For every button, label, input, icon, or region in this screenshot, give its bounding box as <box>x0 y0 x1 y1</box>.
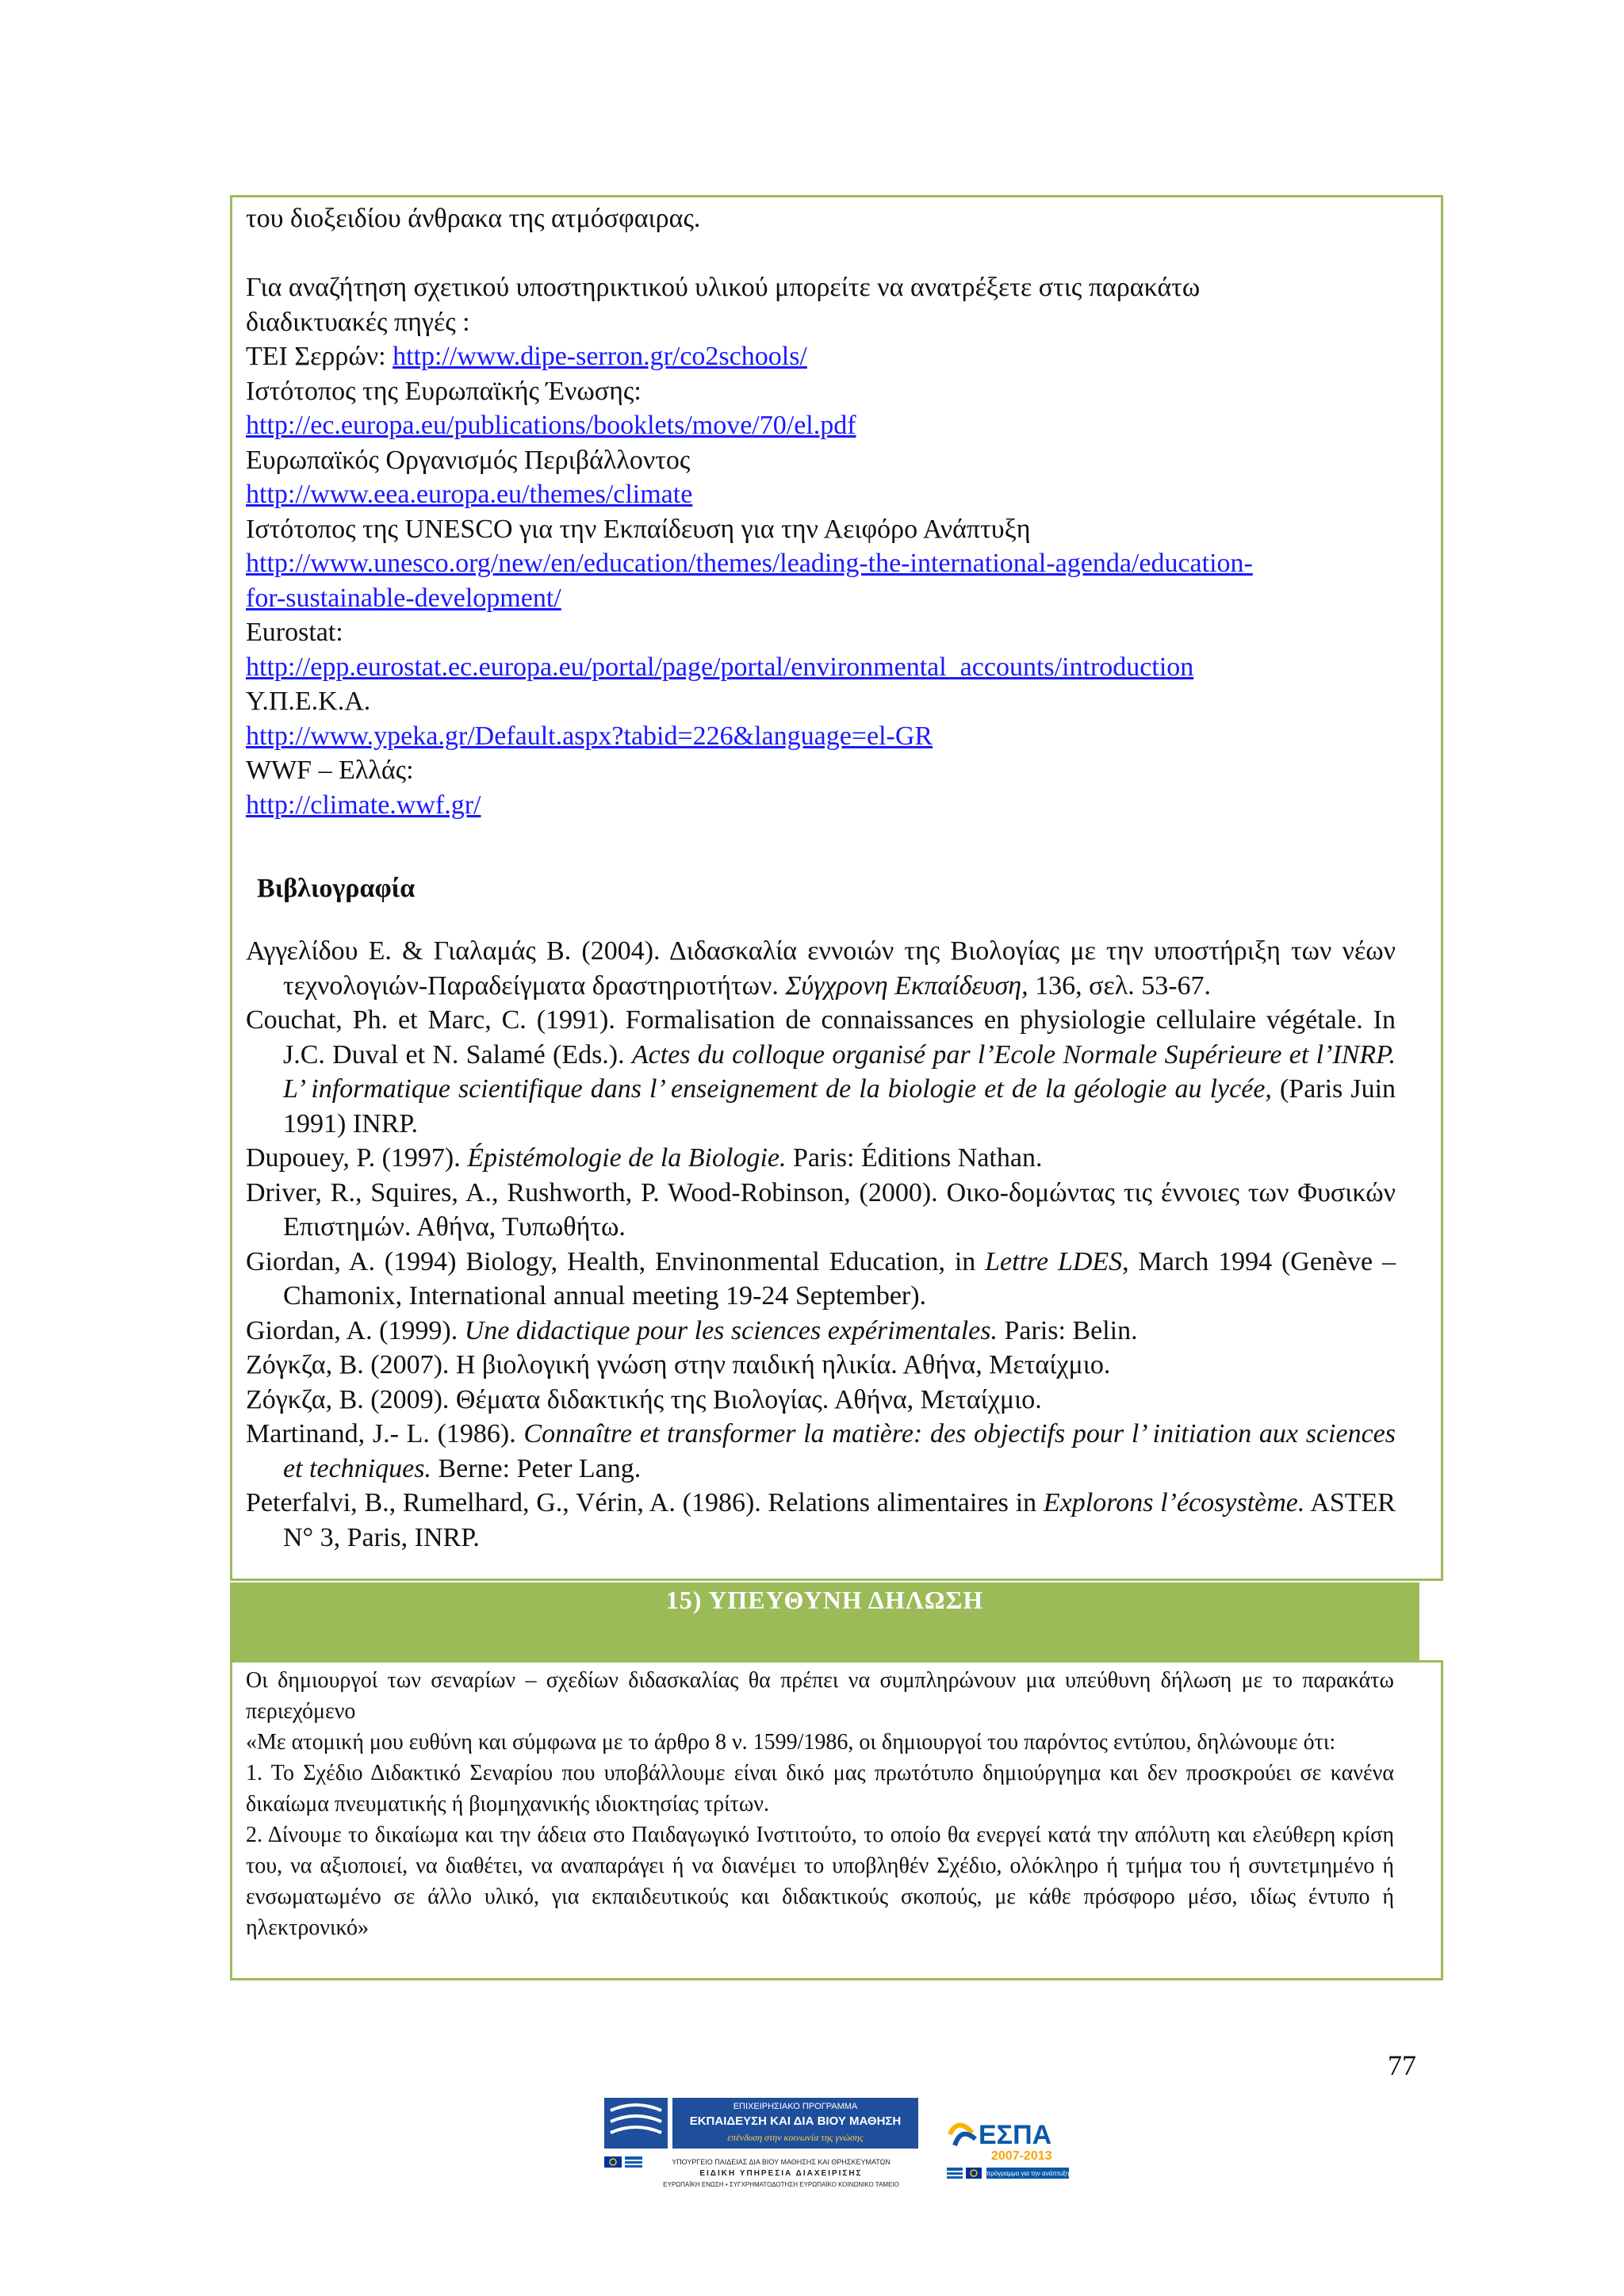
declaration-paragraph-1: Οι δημιουργοί των σεναρίων – σχεδίων διδασκαλίας θα πρέπει να συμπληρώνουν μια υπεύθυνη δήλωση με το παρακάτω περιεχόμενο <box>246 1668 1394 1724</box>
bibliography-entry: Dupouey, P. (1997). Épistémologie de la Biologie. Paris: Éditions Nathan. <box>246 1143 1043 1173</box>
bibliography-entry: Ζόγκζα, Β. (2009). Θέματα διδακτικής της Βιολογίας. Αθήνα, Μεταίχμιο. <box>246 1384 1042 1414</box>
svg-text:ΕΥΡΩΠΑΪΚΗ ΕΝΩΣΗ • ΣΥΓΧΡΗΜΑΤΟΔΟ: ΕΥΡΩΠΑΪΚΗ ΕΝΩΣΗ • ΣΥΓΧΡΗΜΑΤΟΔΟΤΗΣΗ ΕΥΡΩΠΑΪΚΟ ΚΟΙΝΩΝΙΚΟ ΤΑΜΕΙΟ <box>663 2181 899 2188</box>
eea-label: Ευρωπαϊκός Οργανισμός Περιβάλλοντος <box>246 445 691 475</box>
bibliography-entry: Αγγελίδου Ε. & Γιαλαμάς Β. (2004). Διδασκαλία εννοιών της Βιολογίας με την υποστήριξη των νέων τεχνολογιών-Παραδείγματα δραστηριοτήτων. Σύγχρονη Εκπαίδευση, 136, σελ. 53-67. <box>246 936 1396 1001</box>
eu-link[interactable]: http://ec.europa.eu/publications/booklets/move/70/el.pdf <box>246 411 856 440</box>
page-number: 77 <box>1388 2049 1416 2081</box>
intro-line: του διοξειδίου άνθρακα της ατμόσφαιρας. <box>246 204 701 233</box>
bibliography-entry: Giordan, A. (1994) Biology, Health, Envinonmental Education, in Lettre LDES, March 1994 (Genève – Chamonix, International annual meeting 19-24 September). <box>246 1246 1396 1311</box>
eurostat-link[interactable]: http://epp.eurostat.ec.europa.eu/portal/page/portal/environmental_accounts/introduction <box>246 652 1194 682</box>
declaration-paragraph-3: 1. Το Σχέδιο Διδακτικό Σεναρίου που υποβάλλουμε είναι δικό μας πρωτότυπο δημιούργημα και δεν προσκρούει σε κανένα δικαίωμα πνευματικής ή βιομηχανικής ιδιοκτησίας τρίτων. <box>246 1761 1394 1816</box>
bibliography-entry: Giordan, A. (1999). Une didactique pour les sciences expérimentales. Paris: Belin. <box>246 1315 1138 1345</box>
svg-text:ΥΠΟΥΡΓΕΙΟ ΠΑΙΔΕΙΑΣ ΔΙΑ ΒΙΟΥ ΜΑ: ΥΠΟΥΡΓΕΙΟ ΠΑΙΔΕΙΑΣ ΔΙΑ ΒΙΟΥ ΜΑΘΗΣΗΣ ΚΑΙ ΘΡΗΣΚΕΥΜΑΤΩΝ <box>672 2158 891 2166</box>
bibliography-entry: Peterfalvi, B., Rumelhard, G., Vérin, A. (1986). Relations alimentaires in Explorons l’écosystème. ASTER N° 3, Paris, INRP. <box>246 1488 1396 1552</box>
bibliography-heading: Βιβλιογραφία <box>257 873 416 903</box>
wwf-label: WWF – Ελλάς: <box>246 756 414 785</box>
main-content <box>246 201 1396 1555</box>
unesco-label: Ιστότοπος της UNESCO για την Εκπαίδευση για την Αειφόρο Ανάπτυξη <box>246 514 1031 544</box>
ypeka-label: Υ.Π.Ε.Κ.Α. <box>246 687 371 716</box>
svg-text:πρόγραμμα για την ανάπτυξη: πρόγραμμα για την ανάπτυξη <box>986 2170 1070 2177</box>
bibliography-entry: Ζόγκζα, Β. (2007). Η βιολογική γνώση στην παιδική ηλικία. Αθήνα, Μεταίχμιο. <box>246 1350 1111 1380</box>
unesco-link-part-2[interactable]: for-sustainable-development/ <box>246 583 561 613</box>
education-programme-logo <box>603 2093 920 2196</box>
espa-logo <box>944 2110 1071 2190</box>
svg-text:ΕΣΠΑ: ΕΣΠΑ <box>979 2120 1052 2150</box>
svg-text:επένδυση στην κοινωνία της γνώ: επένδυση στην κοινωνία της γνώσης <box>727 2132 864 2143</box>
svg-text:ΕΙΔΙΚΗ ΥΠΗΡΕΣΙΑ ΔΙΑΧΕΙΡΙΣΗΣ: ΕΙΔΙΚΗ ΥΠΗΡΕΣΙΑ ΔΙΑΧΕΙΡΙΣΗΣ <box>699 2169 863 2178</box>
eea-link[interactable]: http://www.eea.europa.eu/themes/climate <box>246 480 693 509</box>
declaration-title: 15) ΥΠΕΥΘΥΝΗ ΔΗΛΩΣΗ <box>665 1586 984 1614</box>
declaration-paragraph-2: «Με ατομική μου ευθύνη και σύμφωνα με το άρθρο 8 ν. 1599/1986, οι δημιουργοί του παρόντος εντύπου, δηλώνουμε ότι: <box>246 1730 1336 1755</box>
tei-source <box>246 339 1396 374</box>
bibliography-entry: Driver, R., Squires, A., Rushworth, P. Wood-Robinson, (2000). Οικο-δομώντας τις έννοιες των Φυσικών Επιστημών. Αθήνα, Τυπωθήτω. <box>246 1177 1396 1242</box>
eu-label: Ιστότοπος της Ευρωπαϊκής Ένωσης: <box>246 376 642 406</box>
declaration-content <box>246 1665 1394 1943</box>
bibliography-entry: Martinand, J.- L. (1986). Connaître et transformer la matière: des objectifs pour l’ initiation aux sciences et techniques. Berne: Peter Lang. <box>246 1419 1396 1483</box>
declaration-paragraph-4: 2. Δίνουμε το δικαίωμα και την άδεια στο Παιδαγωγικό Ινστιτούτο, το οποίο θα ενεργεί κατά την απόλυτη και ελεύθερη κρίση του, να αξιοποιεί, να διαθέτει, να αναπαράγει ή να διανέμει το υποβληθέν Σχέδιο, ολόκληρο ή τμήμα του ή συντετμημένο ή ενσωματωμένο σε άλλο υλικό, για εκπαιδευτικούς και διδακτικούς σκοπούς, με κάθε πρόσφορο μέσο, ιδίως έντυπο ή ηλεκτρονικό» <box>246 1823 1394 1940</box>
sources-intro-1: Για αναζήτηση σχετικού υποστηρικτικού υλικού μπορείτε να ανατρέξετε στις παρακάτω <box>246 273 1201 302</box>
wwf-link[interactable]: http://climate.wwf.gr/ <box>246 790 481 820</box>
svg-text:ΕΚΠΑΙΔΕΥΣΗ ΚΑΙ ΔΙΑ ΒΙΟΥ ΜΑΘΗΣΗ: ΕΚΠΑΙΔΕΥΣΗ ΚΑΙ ΔΙΑ ΒΙΟΥ ΜΑΘΗΣΗ <box>689 2114 902 2128</box>
ypeka-link[interactable]: http://www.ypeka.gr/Default.aspx?tabid=226&language=el-GR <box>246 721 933 751</box>
tei-label: ΤΕΙ Σερρών: <box>246 342 393 371</box>
svg-text:2007-2013: 2007-2013 <box>991 2149 1052 2163</box>
unesco-link-part-1[interactable]: http://www.unesco.org/new/en/education/themes/leading-the-international-agenda/education- <box>246 549 1253 578</box>
svg-text:ΕΠΙΧΕΙΡΗΣΙΑΚΟ ΠΡΟΓΡΑΜΜΑ: ΕΠΙΧΕΙΡΗΣΙΑΚΟ ΠΡΟΓΡΑΜΜΑ <box>733 2102 858 2111</box>
eurostat-label: Eurostat: <box>246 618 343 647</box>
sources-intro-2: διαδικτυακές πηγές : <box>246 307 470 337</box>
bibliography-entry: Couchat, Ph. et Marc, C. (1991). Formalisation de connaissances en physiologie cellulaire végétale. In J.C. Duval et N. Salamé (Eds.). Actes du colloque organisé par l’Ecole Normale Supérieure et l’INRP. L’ informatique scientifique dans l’ enseignement de la biologie et de la géologie au lycée, (Paris Juin 1991) INRP. <box>246 1005 1396 1138</box>
tei-link[interactable]: http://www.dipe-serron.gr/co2schools/ <box>393 342 807 371</box>
bibliography-list <box>246 934 1396 1555</box>
